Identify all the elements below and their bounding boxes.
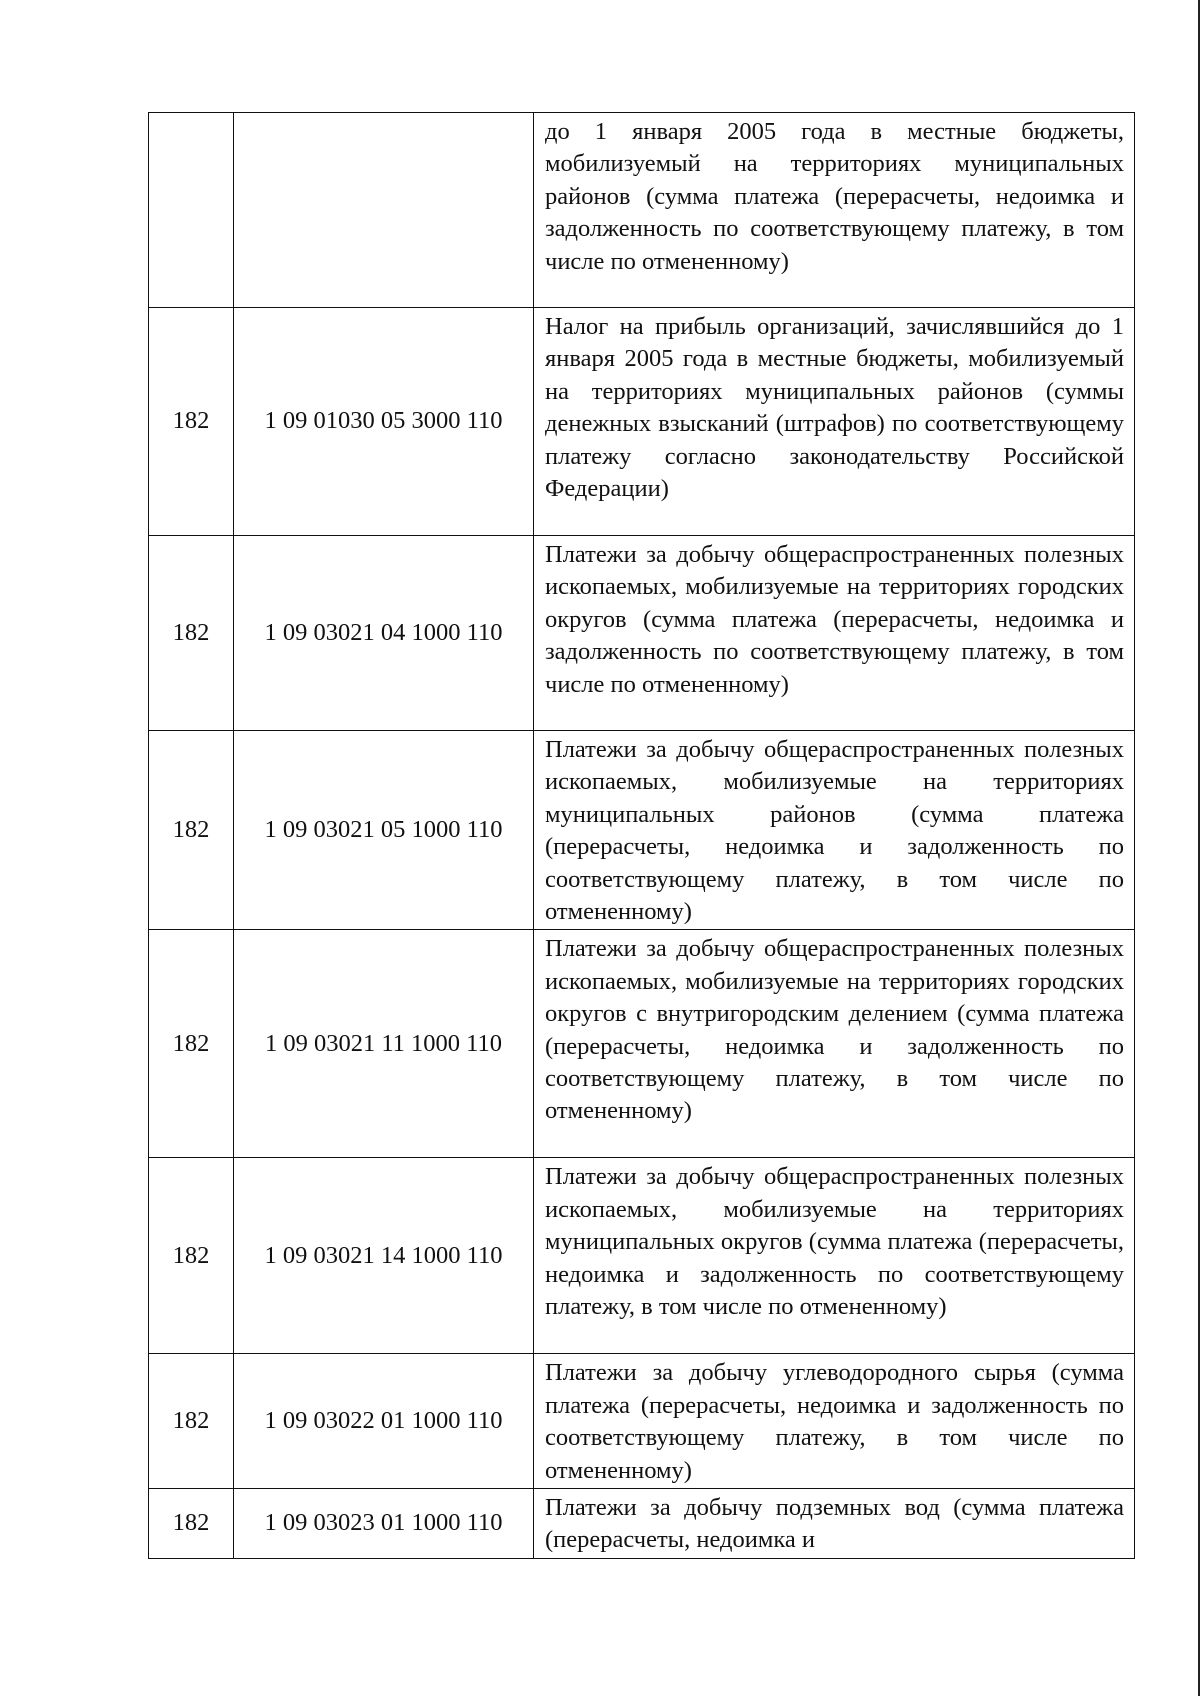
description-cell xyxy=(534,1489,1135,1559)
description-text: до 1 января 2005 года в местные бюджеты, мобилизуемый на территориях муниципальных районов (сумма платежа (перерасчеты, недоимка и задолженность по соответствующему платежу, в том числе по отмененному) xyxy=(545,118,1124,275)
admin-code-cell: 182 xyxy=(149,1489,234,1559)
description-text: Платежи за добычу общераспространенных полезных ископаемых, мобилизуемые на территориях городских округов с внутригородским делением (сумма платежа (перерасчеты, недоимка и задолженность по соответствующему платежу, в том числе по отмененному) xyxy=(545,935,1124,1125)
description-text: Платежи за добычу подземных вод (сумма платежа (перерасчеты, недоимка и xyxy=(545,1494,1124,1554)
description-text: Налог на прибыль организаций, зачислявшийся до 1 января 2005 года в местные бюджеты, мобилизуемый на территориях муниципальных районов (суммы денежных взысканий (штрафов) по соответствующему платежу согласно законодательству Российской Федерации) xyxy=(545,313,1124,503)
table-row xyxy=(149,1158,1135,1354)
table-row xyxy=(149,930,1135,1158)
budget-code-cell xyxy=(234,113,534,308)
description-text: Платежи за добычу углеводородного сырья (сумма платежа (перерасчеты, недоимка и задолженность по соответствующему платежу, в том числе по отмененному) xyxy=(545,1359,1124,1484)
table-row xyxy=(149,113,1135,308)
table-row xyxy=(149,1489,1135,1559)
admin-code-cell: 182 xyxy=(149,536,234,731)
table-row xyxy=(149,536,1135,731)
table-row xyxy=(149,1354,1135,1489)
budget-code-cell: 1 09 03021 11 1000 110 xyxy=(234,930,534,1158)
admin-code-cell: 182 xyxy=(149,731,234,930)
budget-code-cell: 1 09 03023 01 1000 110 xyxy=(234,1489,534,1559)
budget-code-cell: 1 09 03022 01 1000 110 xyxy=(234,1354,534,1489)
description-cell xyxy=(534,536,1135,731)
description-text: Платежи за добычу общераспространенных полезных ископаемых, мобилизуемые на территориях городских округов (сумма платежа (перерасчеты, недоимка и задолженность по соответствующему платежу, в том числе по отмененному) xyxy=(545,541,1124,698)
description-cell xyxy=(534,1158,1135,1354)
admin-code-cell: 182 xyxy=(149,1158,234,1354)
budget-code-cell: 1 09 03021 04 1000 110 xyxy=(234,536,534,731)
revenue-codes-table xyxy=(148,112,1135,1559)
table-row xyxy=(149,308,1135,536)
description-cell xyxy=(534,113,1135,308)
table-row xyxy=(149,731,1135,930)
description-text: Платежи за добычу общераспространенных полезных ископаемых, мобилизуемые на территориях муниципальных округов (сумма платежа (перерасчеты, недоимка и задолженность по соответствующему платежу, в том числе по отмененному) xyxy=(545,1163,1124,1321)
description-cell xyxy=(534,1354,1135,1489)
description-text: Платежи за добычу общераспространенных полезных ископаемых, мобилизуемые на территориях муниципальных районов (сумма платежа (перерасчеты, недоимка и задолженность по соответствующему платежу, в том числе по отмененному) xyxy=(545,736,1124,926)
budget-code-cell: 1 09 03021 05 1000 110 xyxy=(234,731,534,930)
description-cell xyxy=(534,731,1135,930)
budget-code-cell: 1 09 03021 14 1000 110 xyxy=(234,1158,534,1354)
admin-code-cell xyxy=(149,113,234,308)
admin-code-cell: 182 xyxy=(149,930,234,1158)
description-cell xyxy=(534,308,1135,536)
description-cell xyxy=(534,930,1135,1158)
budget-code-cell: 1 09 01030 05 3000 110 xyxy=(234,308,534,536)
admin-code-cell: 182 xyxy=(149,308,234,536)
admin-code-cell: 182 xyxy=(149,1354,234,1489)
